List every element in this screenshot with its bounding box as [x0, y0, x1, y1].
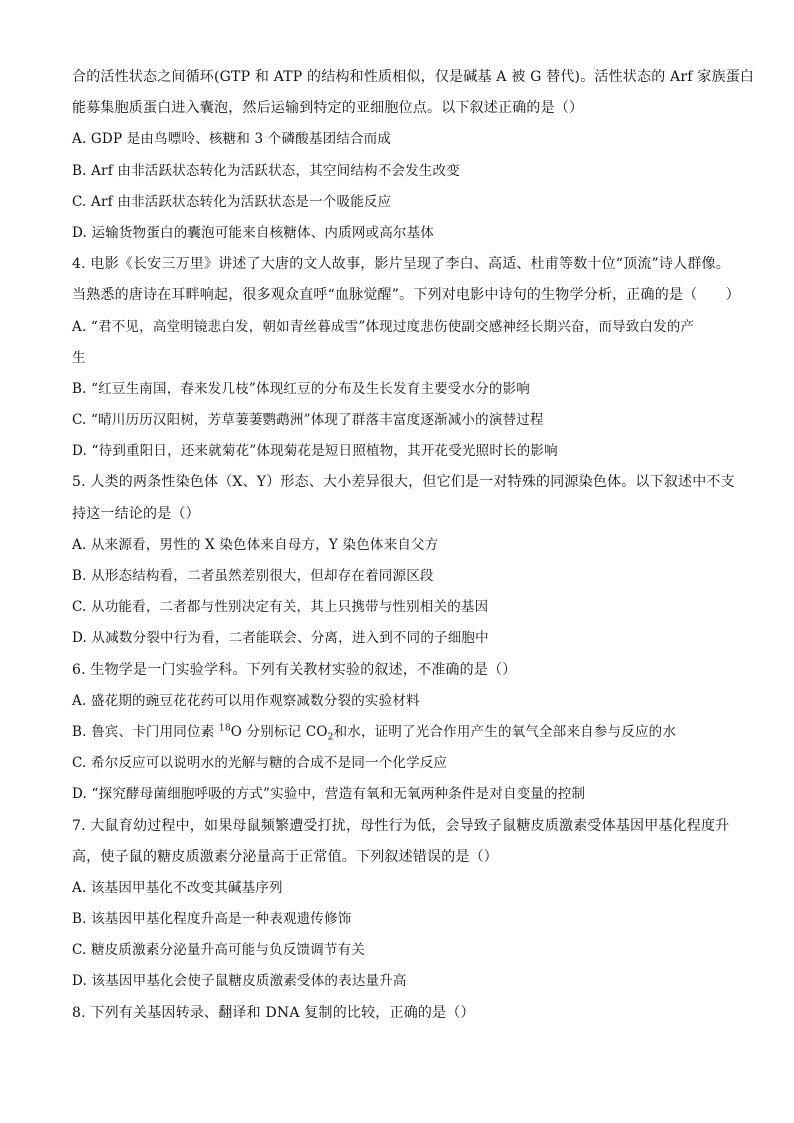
option-line: B. 从形态结构看，二者虽然差别很大，但却存在着同源区段 [72, 568, 434, 584]
option-line: A. “君不见，高堂明镜悲白发，朝如青丝暮成雪”体现过度悲伤使副交感神经长期兴奋，而导致白发的产 [72, 318, 695, 335]
option-line: D. 运输货物蛋白的囊泡可能来自核糖体、内质网或高尔基体 [72, 224, 435, 241]
question-4-line: 4. 电影《长安三万里》讲述了大唐的文人故事，影片呈现了李白、高适、杜甫等数十位“顶流”诗人群像。 [72, 256, 730, 273]
text-line: 能募集胞质蛋白进入囊泡，然后运输到特定的亚细胞位点。以下叙述正确的是（） [72, 100, 584, 117]
text-line: 合的活性状态之间循环(GTP 和 ATP 的结构和性质相似，仅是碱基 A 被 G 替代)。活性状态的 Arf 家族蛋白 [72, 69, 755, 85]
question-7-line: 7. 大鼠育幼过程中，如果母鼠频繁遭受打扰，母性行为低，会导致子鼠糖皮质激素受体基因甲基化程度升 [72, 817, 730, 834]
document-page [72, 62, 755, 1029]
q6b-superscript: 18 [218, 723, 231, 734]
option-line: B. “红豆生南国，春来发几枝”体现红豆的分布及生长发育主要受水分的影响 [72, 380, 531, 397]
option-line: C. 从功能看，二者都与性别决定有关，其上只携带与性别相关的基因 [72, 599, 489, 616]
q6b-text-2: O 分别标记 CO [230, 723, 328, 740]
option-line: C. “晴川历历汉阳树，芳草萋萋鹦鹉洲”体现了群落丰富度逐渐减小的演替过程 [72, 412, 544, 429]
option-line: 生 [72, 349, 86, 366]
question-8-line: 8. 下列有关基因转录、翻译和 DNA 复制的比较，正确的是（） [72, 1004, 475, 1021]
text-line: 当熟悉的唐诗在耳畔响起，很多观众直呼“血脉觉醒”。下列对电影中诗句的生物学分析，正确的是（ ） [72, 287, 740, 304]
text-line: 高，使子鼠的糖皮质激素分泌量高于正常值。下列叙述错误的是（） [72, 848, 498, 865]
q6b-subscript: 2 [327, 732, 334, 743]
option-line: B. 该基因甲基化程度升高是一种表观遗传修饰 [72, 911, 352, 928]
question-6-line: 6. 生物学是一门实验学科。下列有关教材实验的叙述，不准确的是（） [72, 661, 517, 678]
q6b-text-3: 和水，证明了光合作用产生的氧气全部来自参与反应的水 [333, 723, 677, 740]
option-line: A. 从来源看，男性的 X 染色体来自母方，Y 染色体来自父方 [72, 536, 439, 553]
option-line: C. 糖皮质激素分泌量升高可能与负反馈调节有关 [72, 942, 366, 959]
option-line-q6b [72, 717, 732, 748]
option-line: A. 该基因甲基化不改变其碱基序列 [72, 879, 283, 896]
q6b-text-1: B. 鲁宾、卡门用同位素 [72, 723, 219, 740]
question-5-line: 5. 人类的两条性染色体（X、Y）形态、大小差异很大，但它们是一对特殊的同源染色体。以下叙述中不支 [72, 474, 735, 491]
option-line: D. “待到重阳日，还来就菊花”体现菊花是短日照植物，其开花受光照时长的影响 [72, 443, 558, 460]
option-line: D. 从减数分裂中行为看，二者能联会、分离，进入到不同的子细胞中 [72, 630, 489, 647]
text-line: 持这一结论的是（） [72, 505, 200, 522]
option-line: C. Arf 由非活跃状态转化为活跃状态是一个吸能反应 [72, 193, 392, 210]
option-line: D. “探究酵母菌细胞呼吸的方式”实验中，营造有氧和无氧两种条件是对自变量的控制 [72, 786, 586, 803]
option-line: A. GDP 是由鸟嘌呤、核糖和 3 个磷酸基团结合而成 [72, 131, 392, 148]
option-line: D. 该基因甲基化会使子鼠糖皮质激素受体的表达量升高 [72, 973, 407, 990]
option-line: C. 希尔反应可以说明水的光解与糖的合成不是同一个化学反应 [72, 755, 448, 772]
option-line: A. 盛花期的豌豆花花药可以用作观察减数分裂的实验材料 [72, 692, 420, 709]
option-line: B. Arf 由非活跃状态转化为活跃状态，其空间结构不会发生改变 [72, 162, 460, 179]
